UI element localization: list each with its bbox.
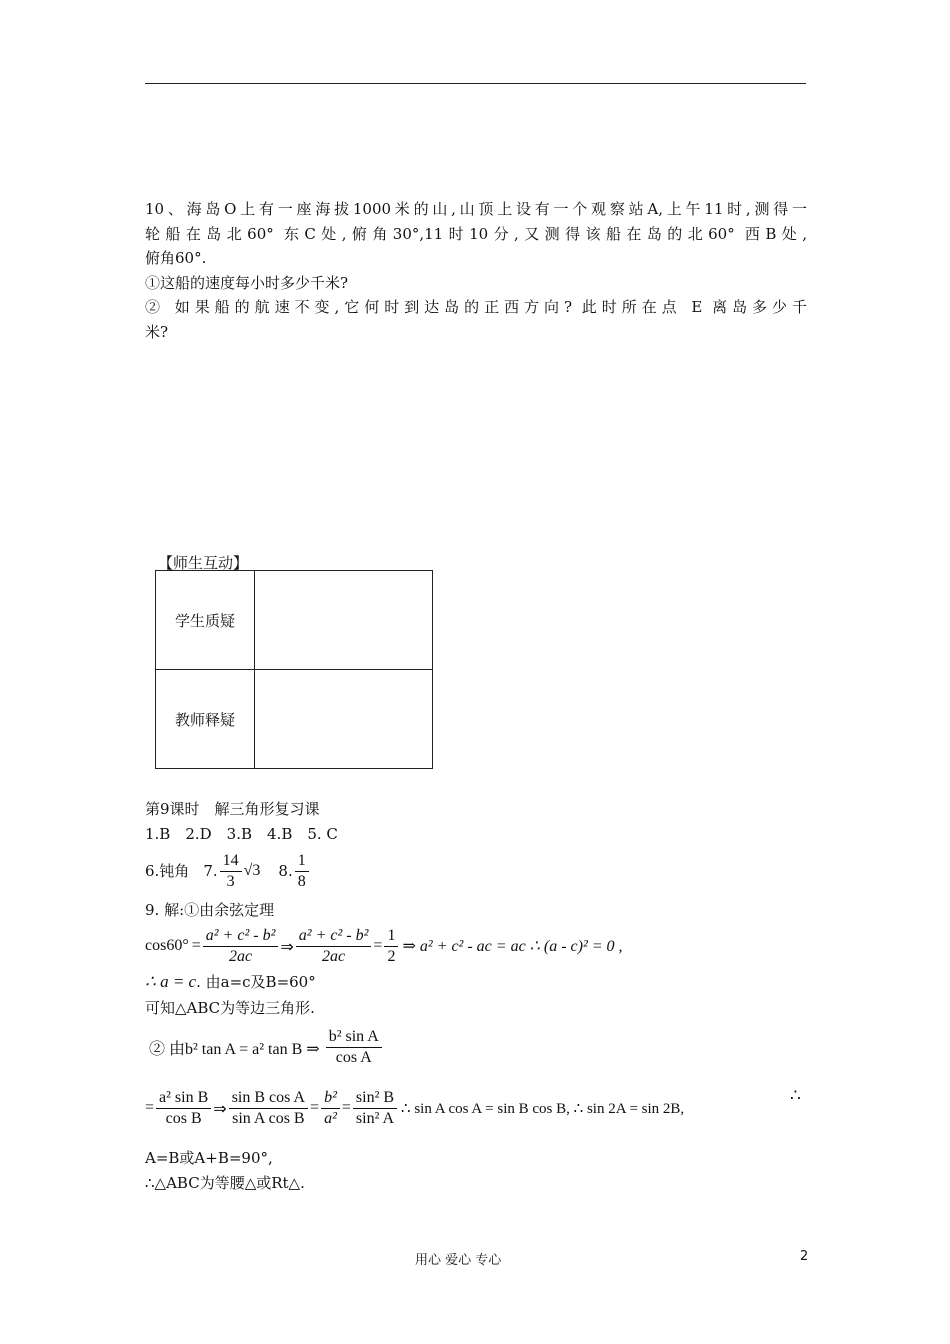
answer-9-equilateral: 可知△ABC为等边三角形. — [145, 999, 315, 1017]
chain-fraction-1 — [156, 1088, 211, 1129]
answer-7-denominator: 3 — [226, 872, 235, 890]
student-question-label: 学生质疑 — [156, 571, 255, 670]
cosine-tail: ⇒ a² + c² - ac = ac ∴ (a - c)² = 0 , — [402, 938, 623, 955]
implies-symbol: ⇒ — [280, 936, 294, 956]
a-equals-c: ∴ a = c — [145, 972, 197, 991]
answer-8-numerator: 1 — [295, 851, 309, 872]
cosine-fraction-1 — [203, 926, 279, 967]
page-number: 2 — [800, 1249, 809, 1264]
answers-6-7-8 — [145, 848, 311, 894]
cosine-fraction-2-num: a² + c² - b² — [296, 926, 372, 947]
footer-motto: 用心 爱心 专心 — [415, 1253, 502, 1268]
answer-9-head: 9. 解:①由余弦定理 — [145, 901, 275, 919]
answer-9-cosine-line: cos60° = $\frac{\text{a² + c² - b²}}{2ac}$ ⇒ $\frac{\text{a² + c² - b²}}{2ac}$ = $\frac{1}{2}$ ⇒ a² + c² - ac = ac ∴ (a - c)² = 0 , — [145, 926, 623, 965]
chain-den-3: a² — [324, 1109, 337, 1127]
q10-line1: 10、海岛O上有一座海拔1000米的山,山顶上设有一个观察站A,上午11时,测得一 — [145, 200, 807, 218]
answer-9-a-equals-c — [145, 970, 316, 994]
answer-7-root: √3 — [243, 862, 261, 879]
chain-num-2: sin B cos A — [229, 1088, 308, 1109]
cosine-fraction-2-den: 2ac — [322, 947, 346, 965]
answer-7-numerator: 14 — [220, 851, 242, 872]
equals-sign: = — [373, 937, 383, 954]
answer-8-label: 8. — [278, 862, 293, 880]
chain-den-4: sin² A — [355, 1109, 395, 1127]
answer-6: 6.钝角 — [145, 862, 190, 880]
part2-fraction — [326, 1027, 382, 1068]
q10-line3: 俯角60°. — [145, 249, 207, 267]
part2-head: ② 由b² tan A = a² tan B ⇒ — [149, 1040, 320, 1058]
half-den: 2 — [387, 947, 396, 965]
given-b60: . 由a=c及B=60° — [196, 973, 316, 991]
teacher-answer-cell[interactable] — [255, 670, 433, 769]
chain-fraction-2 — [229, 1088, 308, 1129]
interaction-table — [155, 570, 433, 769]
half-fraction — [384, 926, 398, 967]
q10-sub2-line1: ② 如果船的航速不变,它何时到达岛的正西方向? 此时所在点 E 离岛多少千 — [145, 298, 807, 316]
chain-num-4: sin² B — [353, 1088, 397, 1109]
cosine-fraction-1-den: 2ac — [229, 947, 253, 965]
half-num: 1 — [384, 926, 398, 947]
chain-num-3: b² — [321, 1088, 340, 1109]
answer-8-fraction — [295, 851, 309, 892]
chain-tail: ∴ sin A cos A = sin B cos B, ∴ sin 2A = sin 2B, — [401, 1100, 685, 1117]
answer-9-result-2: ∴△ABC为等腰△或Rt△. — [145, 1174, 305, 1192]
chain-therefore: ∴ — [790, 1086, 801, 1106]
header-rule — [145, 83, 806, 84]
cosine-fraction-1-num: a² + c² - b² — [203, 926, 279, 947]
answers-choices: 1.B 2.D 3.B 4.B 5. C — [145, 825, 338, 843]
interaction-title: 【师生互动】 — [158, 554, 249, 572]
q10-line2: 轮船在岛北60° 东C处,俯角30°,11时10分,又测得该船在岛的北60° 西B处, — [145, 224, 807, 243]
answer-8-denominator: 8 — [297, 872, 306, 890]
q10-sub2-line2: 米? — [145, 322, 169, 341]
answer-7-fraction — [220, 851, 242, 892]
chain-fraction-4 — [353, 1088, 397, 1129]
part2-den: cos A — [335, 1048, 372, 1066]
chain-num-1: a² sin B — [156, 1088, 211, 1109]
chain-fraction-3 — [321, 1088, 340, 1129]
question-10 — [145, 197, 807, 344]
answer-9-chain-line: = $\frac{\text{a² sin B}}{\text{cos B}}$ ⇒ $\frac{\text{sin B cos A}}{\text{sin A cos B}}$ = $\frac{\text{b²}}{\text{a²}}$ = $\frac{\text{sin² B}}{\text{sin² A}}$ ∴ sin A cos A = sin B cos B, ∴ sin 2A = sin 2B, — [145, 1088, 685, 1127]
answer-9-part2-line — [149, 1022, 384, 1072]
chain-den-2: sin A cos B — [232, 1109, 305, 1127]
chain-den-1: cos B — [165, 1109, 202, 1127]
answer-7-label: 7. — [203, 862, 218, 880]
answer-9-result-1: A=B或A+B=90°, — [145, 1149, 273, 1167]
cos60-term: cos60° — [145, 937, 189, 954]
student-question-cell[interactable] — [255, 571, 433, 670]
part2-num: b² sin A — [326, 1027, 382, 1048]
teacher-answer-label: 教师释疑 — [156, 670, 255, 769]
q10-sub1: ①这船的速度每小时多少千米? — [145, 273, 349, 292]
cosine-fraction-2 — [296, 926, 372, 967]
lesson-title: 第9课时 解三角形复习课 — [145, 800, 320, 818]
